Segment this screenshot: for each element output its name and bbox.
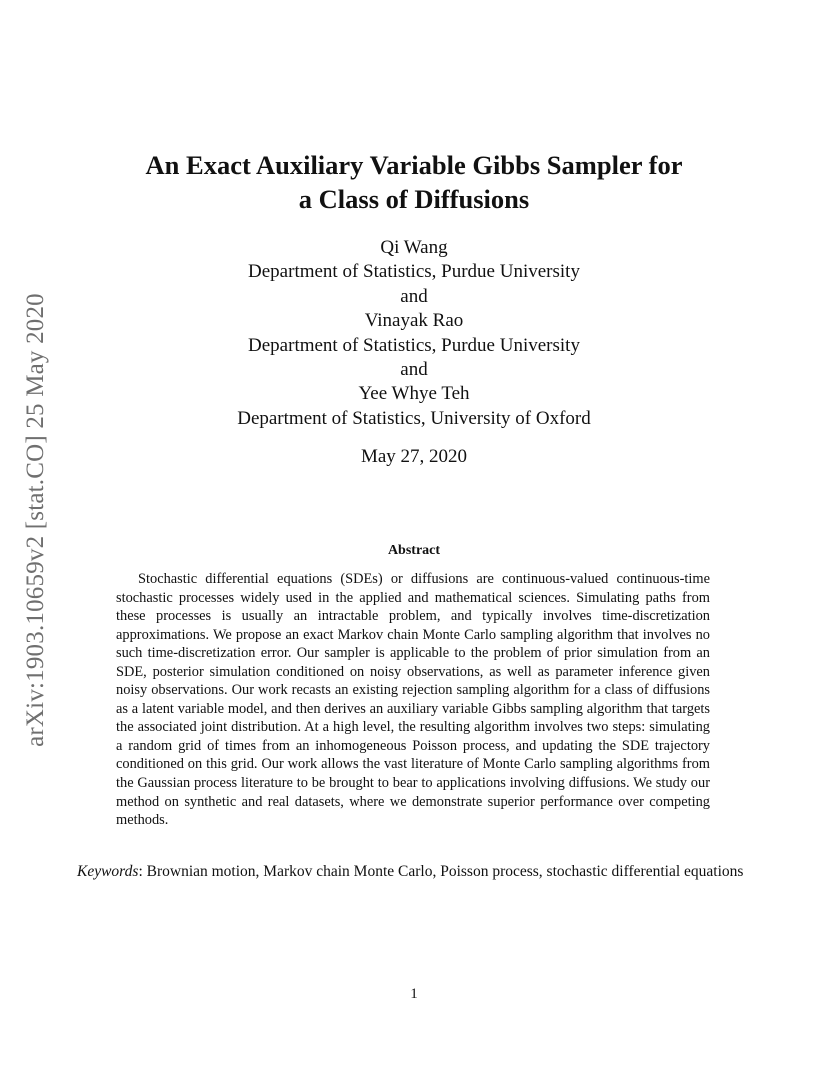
author-affiliation: Department of Statistics, Purdue University: [248, 334, 580, 356]
keywords-paragraph: [77, 862, 752, 882]
keywords-list: : Brownian motion, Markov chain Monte Carlo, Poisson process, stochastic differential equations: [138, 863, 744, 880]
paper-title-line-1: An Exact Auxiliary Variable Gibbs Sampler for: [145, 150, 683, 180]
author-name: Qi Wang: [380, 237, 448, 258]
author-affiliation: Department of Statistics, University of Oxford: [237, 407, 591, 429]
author-separator: and: [400, 359, 428, 381]
author-name: Yee Whye Teh: [358, 383, 470, 405]
publication-date: May 27, 2020: [360, 446, 468, 467]
paper-title: [60, 148, 768, 216]
paper-title-line-2: a Class of Diffusions: [298, 184, 530, 214]
abstract-text: Stochastic differential equations (SDEs) or diffusions are continuous-valued continuous-time stochastic processes widely used in the applied and mathematical sciences. Simulating paths from these processes is usually an intractable problem, and typically involves time-discretization approximations. We propose an exact Markov chain Monte Carlo sampling algorithm that involves no such time-discretization error. Our sampler is applicable to the problem of prior simulation from an SDE, posterior simulation conditioned on noisy observations, as well as parameter inference given noisy observations. Our work recasts an existing rejection sampling algorithm for a class of diffusions as a latent variable model, and then derives an auxiliary variable Gibbs sampling algorithm that targets the associated joint distribution. At a high level, the resulting algorithm involves two steps: simulating a random grid of times from an inhomogeneous Poisson process, and updating the SDE trajectory conditioned on this grid. Our work allows the vast literature of Monte Carlo sampling algorithms from the Gaussian process literature to be brought to bear to applications involving diffusions. We study our method on synthetic and real datasets, where we demonstrate superior performance over competing methods.: [116, 571, 710, 829]
author-affiliation: Department of Statistics, Purdue University: [248, 261, 580, 283]
author-name: Vinayak Rao: [364, 310, 464, 332]
arxiv-identifier-stamp: arXiv:1903.10659v2 [stat.CO] 25 May 2020: [22, 293, 49, 747]
author-block: [100, 236, 728, 431]
author-separator: and: [400, 285, 428, 307]
keywords-label: Keywords: [77, 863, 139, 880]
abstract-heading: Abstract: [387, 543, 441, 558]
page-number: 1: [410, 986, 418, 1002]
